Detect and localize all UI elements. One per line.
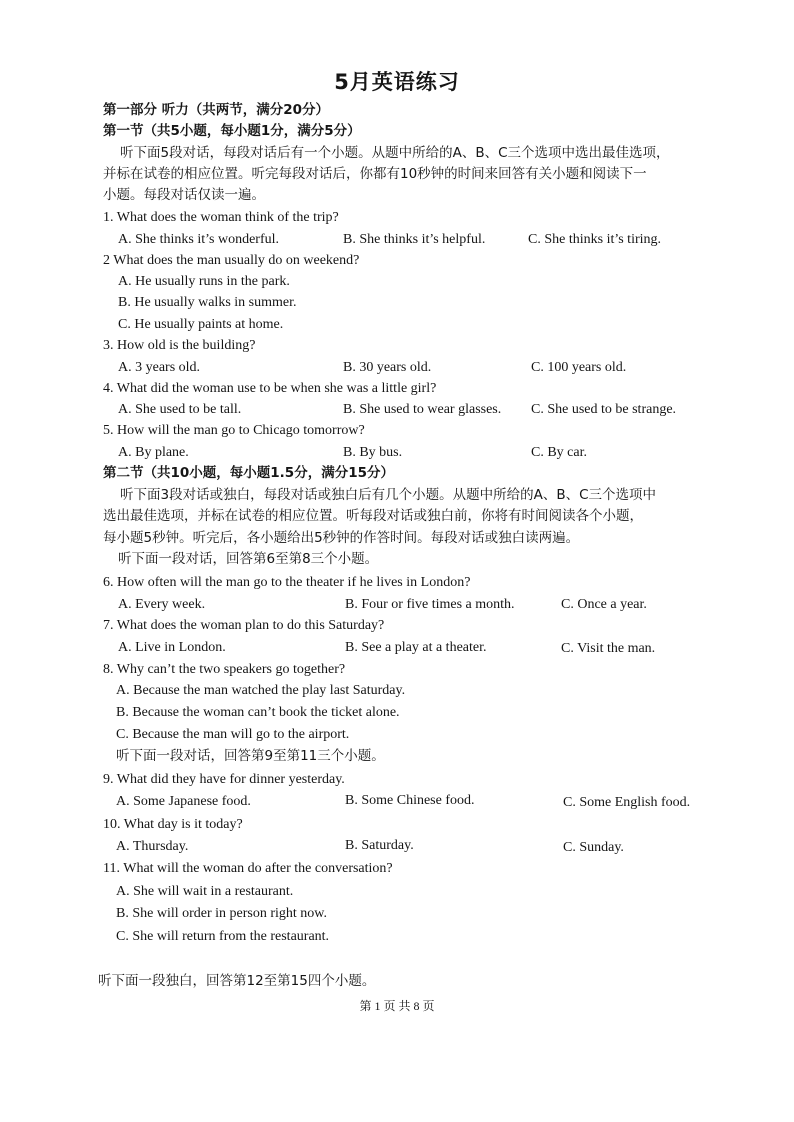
question-7: 7. What does the woman plan to do this Saturday? bbox=[103, 618, 385, 633]
option-c: C. 100 years old. bbox=[531, 360, 627, 375]
option-b: B. Four or five times a month. bbox=[345, 597, 515, 612]
option-b: B. Saturday. bbox=[345, 838, 414, 853]
option-c: C. Sunday. bbox=[563, 840, 624, 855]
option-a: A. Thursday. bbox=[116, 839, 189, 854]
section1-instruction-line: 并标在试卷的相应位置。听完每段对话后，你都有10秒钟的时间来回答有关小题和阅读下一 bbox=[103, 166, 647, 182]
group-instruction: 听下面一段对话，回答第6至第8三个小题。 bbox=[118, 551, 379, 567]
question-10: 10. What day is it today? bbox=[103, 817, 243, 832]
section2-heading: 第二节（共10小题，每小题1.5分，满分15分） bbox=[103, 465, 394, 481]
question-9: 9. What did they have for dinner yesterday. bbox=[103, 772, 345, 787]
section1-instruction-line: 小题。每段对话仅读一遍。 bbox=[103, 187, 265, 203]
question-2: 2 What does the man usually do on weekend? bbox=[103, 253, 360, 268]
option-b: B. Because the woman can’t book the ticket alone. bbox=[116, 705, 400, 720]
question-8: 8. Why can’t the two speakers go together? bbox=[103, 662, 346, 677]
option-c: C. Once a year. bbox=[561, 597, 647, 612]
question-4: 4. What did the woman use to be when she was a little girl? bbox=[103, 381, 437, 396]
option-a: A. Because the man watched the play last Saturday. bbox=[116, 683, 406, 698]
group-instruction: 听下面一段独白，回答第12至第15四个小题。 bbox=[98, 973, 376, 989]
option-a: A. She thinks it’s wonderful. bbox=[118, 232, 279, 247]
option-b: B. She will order in person right now. bbox=[116, 906, 328, 921]
page-title: 5月英语练习 bbox=[334, 70, 460, 94]
option-a: A. She will wait in a restaurant. bbox=[116, 884, 294, 899]
option-a: A. Live in London. bbox=[118, 640, 226, 655]
option-b: B. He usually walks in summer. bbox=[118, 295, 297, 310]
question-5: 5. How will the man go to Chicago tomorrow? bbox=[103, 423, 365, 438]
option-c: C. Because the man will go to the airport. bbox=[116, 727, 350, 742]
option-b: B. She thinks it’s helpful. bbox=[343, 232, 486, 247]
section1-heading: 第一节（共5小题，每小题1分，满分5分） bbox=[103, 123, 361, 139]
option-a: A. He usually runs in the park. bbox=[118, 274, 290, 289]
option-c: C. She used to be strange. bbox=[531, 402, 677, 417]
group-instruction: 听下面一段对话，回答第9至第11三个小题。 bbox=[116, 748, 385, 764]
option-b: B. By bus. bbox=[343, 445, 403, 460]
question-11: 11. What will the woman do after the conversation? bbox=[103, 861, 393, 876]
section2-instruction-line: 选出最佳选项，并标在试卷的相应位置。听每段对话或独白前，你将有时间阅读各个小题， bbox=[103, 508, 643, 524]
option-a: A. Some Japanese food. bbox=[116, 794, 251, 809]
option-c: C. Visit the man. bbox=[561, 641, 656, 656]
option-b: B. See a play at a theater. bbox=[345, 640, 487, 655]
option-b: B. Some Chinese food. bbox=[345, 793, 475, 808]
section2-instruction-line: 听下面3段对话或独白，每段对话或独白后有几个小题。从题中所给的A、B、C三个选项中 bbox=[120, 487, 657, 503]
option-c: C. She will return from the restaurant. bbox=[116, 929, 330, 944]
question-6: 6. How often will the man go to the theater if he lives in London? bbox=[103, 575, 471, 590]
option-b: B. 30 years old. bbox=[343, 360, 432, 375]
question-1: 1. What does the woman think of the trip? bbox=[103, 210, 339, 225]
page-number-footer: 第 1 页 共 8 页 bbox=[359, 999, 435, 1013]
section1-instruction-line: 听下面5段对话，每段对话后有一个小题。从题中所给的A、B、C三个选项中选出最佳选项， bbox=[120, 145, 670, 161]
option-b: B. She used to wear glasses. bbox=[343, 402, 502, 417]
option-a: A. Every week. bbox=[118, 597, 206, 612]
option-c: C. By car. bbox=[531, 445, 587, 460]
option-c: C. He usually paints at home. bbox=[118, 317, 284, 332]
option-c: C. She thinks it’s tiring. bbox=[528, 232, 662, 247]
option-c: C. Some English food. bbox=[563, 795, 691, 810]
question-3: 3. How old is the building? bbox=[103, 338, 256, 353]
option-a: A. 3 years old. bbox=[118, 360, 201, 375]
section2-instruction-line: 每小题5秒钟。听完后，各小题给出5秒钟的作答时间。每段对话或独白读两遍。 bbox=[103, 530, 580, 546]
part1-heading: 第一部分 听力（共两节，满分20分） bbox=[103, 102, 329, 118]
option-a: A. By plane. bbox=[118, 445, 189, 460]
option-a: A. She used to be tall. bbox=[118, 402, 242, 417]
